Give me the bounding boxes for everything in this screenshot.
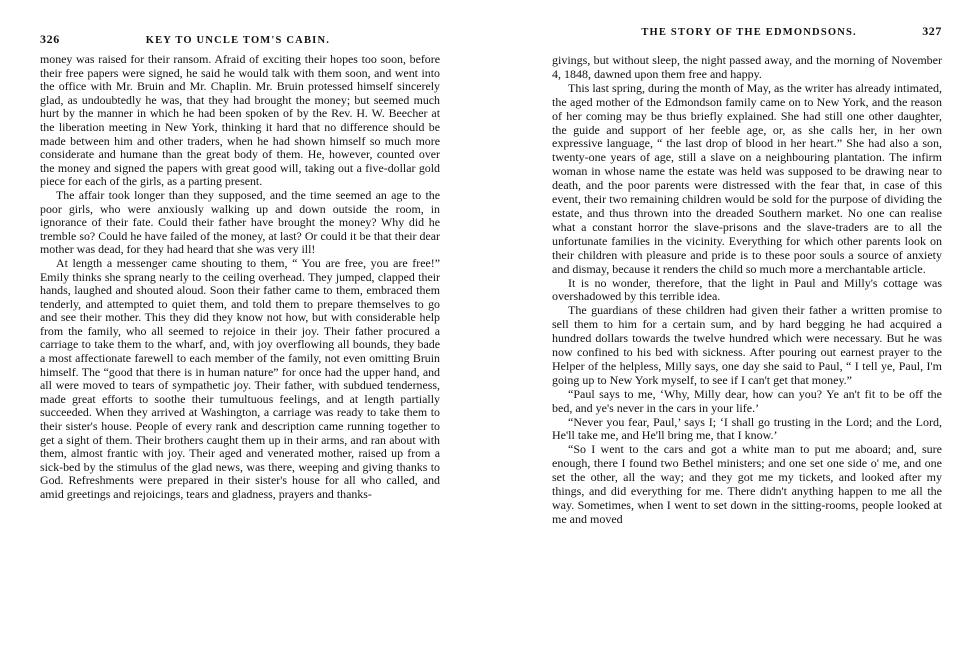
left-page: [40, 0, 440, 502]
paragraph: givings, but without sleep, the night passed away, and the morning of November 4, 1848, dawned upon them free and happy.: [552, 53, 942, 81]
page-header: [552, 24, 942, 42]
right-page: [552, 4, 942, 527]
page-body: [552, 54, 942, 527]
paragraph: It is no wonder, therefore, that the light in Paul and Milly's cottage was overshadowed by this terrible idea.: [552, 275, 942, 304]
paragraph: “So I went to the cars and got a white man to put me aboard; and, sure enough, there I found two Bethel ministers; and one set one side o' me, and one set the other, all the way; and they got me my tickets, and looked after my things, and did everything for me. There didn't anything happen to me all the way. Sometimes, when I went to set down in the sitting-rooms, people looked at me and moved: [552, 442, 942, 526]
page-body: [40, 53, 440, 502]
running-title: THE STORY OF THE EDMONDSONS.: [641, 27, 857, 38]
paragraph: money was raised for their ransom. Afraid of exciting their hopes too soon, before their free papers were signed, he said he would talk with them soon, and went into the office with Mr. Bruin and Mr. Chaplin. Mr. Bruin protessed himself sincerely glad, as undoubtedly he was, that they had brought the money; but seemed much hurt by the manner in which he had been spoken of by the Rev. H. W. Beecher at the liberation meeting in New York, thinking it hard that no difference should be made between him and other traders, when he had shown himself so much more considerate and humane than the great body of them. He, however, counted over the money and signed the papers with great good will, taking out a five-dollar gold piece for each of the girls, as a parting present.: [40, 52, 440, 189]
page-header: [40, 32, 440, 50]
page-number: 327: [922, 24, 942, 38]
page-number: 326: [40, 32, 60, 46]
paragraph: “Paul says to me, ‘Why, Milly dear, how can you? Ye an't fit to be off the bed, and ye's never in the cars in your life.’: [552, 386, 942, 415]
paragraph: “Never you fear, Paul,’ says I; ‘I shall go trusting in the Lord; and the Lord, He'll take me, and He'll bring me, that I know.’: [552, 414, 942, 443]
paragraph: The affair took longer than they supposed, and the time seemed an age to the poor girls, who were anxiously walking up and down outside the room, in ignorance of their fate. Could their father have brought the money? Why did he tremble so? Could he have failed of the money, at last? Or could it be that their dear mother was dead, for they had heard that she was very ill!: [40, 187, 440, 257]
paragraph: The guardians of these children had given their father a written promise to sell them to him for a certain sum, and by hard begging he had acquired a hundred dollars towards the twelve hundred which were necessary. But he was now confined to his bed with sickness. After pouring out earnest prayer to the Helper of the helpless, Milly says, one day she said to Paul, “ I tell ye, Paul, I'm going up to New York myself, to see if I can't get that money.”: [552, 303, 942, 387]
paragraph: At length a messenger came shouting to them, “ You are free, you are free!” Emily thinks she sprang nearly to the ceiling overhead. They jumped, clapped their hands, laughed and shouted aloud. Soon their father came to them, embraced them tenderly, and attempted to quiet them, and told them to prepare themselves to go and see their mother. This they did they know not how, but with considerable help from the family, who all seemed to rejoice in their joy. Their father procured a carriage to take them to the wharf, and, with joy overflowing all bounds, they bade a most affectionate farewell to each member of the family, not even omitting Bruin himself. The “good that there is in human nature” for once had the upper hand, and all were moved to tears of sympathetic joy. Their father, with subdued tenderness, made great efforts to soothe their tumultuous feelings, and at length partially succeeded. When they arrived at Washington, a carriage was ready to take them to their sister's house. People of every rank and description came running together to get a sight of them. Their brothers caught them up in their arms, and ran about with them, almost frantic with joy. Their aged and venerated mother, raised up from a sick-bed by the stimulus of the glad news, was there, weeping and giving thanks to God. Refreshments were prepared in their sister's house for all who called, and amid greetings and rejoicings, tears and gladness, prayers and thanks-: [40, 255, 440, 501]
paragraph: This last spring, during the month of May, as the writer has already intimated, the aged mother of the Edmondson family came on to New York, and the reason of her coming may be thus briefly explained. She had still one other daughter, the guide and support of her feeble age, or, as she calls her, in her own expressive language, “ the last drop of blood in her heart.” She had also a son, twenty-one years of age, still a slave on a neighbouring plantation. The infirm woman in whose name the estate was held was supposed to be drawing near to death, and the poor parents were distressed with the fear that, in case of this event, their two remaining children would be sold for the purpose of dividing the estate, and thus thrown into the dreaded Southern market. No one can realise what a constant horror the slave-prisons and the slave-traders are to all the unfortunate families in the vicinity. Everything for which other parents look on their children with pleasure and pride is to these poor souls a source of anxiety and dismay, because it renders the child so much more a merchantable article.: [552, 80, 942, 276]
running-title: KEY TO UNCLE TOM'S CABIN.: [145, 35, 331, 46]
